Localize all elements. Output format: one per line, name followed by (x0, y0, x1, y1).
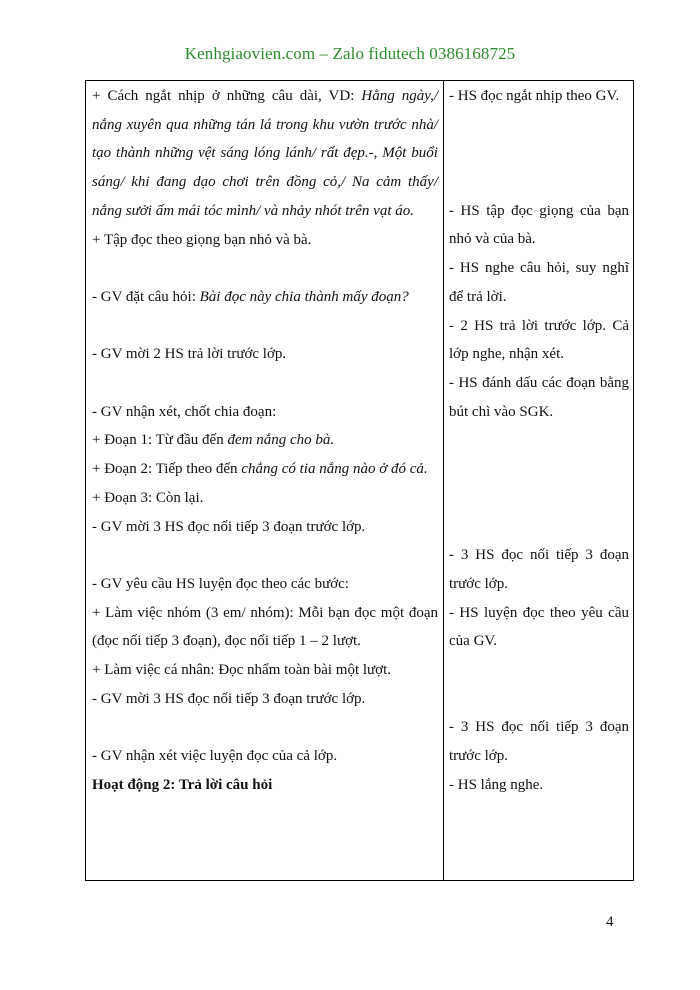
individual-work-item: + Làm việc cá nhân: Đọc nhẩm toàn bài một lượt. (92, 662, 392, 678)
question-text: Bài đọc này chia thành mấy đoạn? (199, 288, 409, 305)
paragraph-1-prefix: + Đoạn 1: Từ đầu đến (92, 432, 228, 449)
student-response-6: - 3 HS đọc nối tiếp 3 đoạn trước lớp. (449, 547, 629, 592)
read-aloud-again-item: - GV mời 3 HS đọc nối tiếp 3 đoạn trước lớp. (92, 690, 366, 707)
pause-rhythm-example-1: Hằng ngày,/ nắng xuyên qua những tán lá trong khu vườn trước nhà/ tạo thành những vệt sáng lóng lánh/ rất đẹp. (92, 88, 438, 162)
student-response-8: - 3 HS đọc nối tiếp 3 đoạn trước lớp. (449, 719, 629, 765)
student-response-9: - HS lắng nghe. (449, 776, 544, 793)
pause-rhythm-sep: -, (368, 145, 383, 162)
paragraph-2-item (92, 455, 438, 484)
voice-practice-item: + Tập đọc theo giọng bạn nhỏ và bà. (92, 231, 312, 248)
question-item (92, 283, 438, 312)
column-divider (443, 80, 444, 881)
paragraph-2-end: chẳng có tia nắng nào ở đó cả. (241, 461, 428, 478)
paragraph-3-item: + Đoạn 3: Còn lại. (92, 489, 204, 506)
page-header: Kenhgiaovien.com – Zalo fidutech 0386168725 (184, 44, 516, 63)
student-response-3: - HS nghe câu hỏi, suy nghĩ để trả lời. (449, 260, 629, 305)
group-work-item: + Làm việc nhóm (3 em/ nhóm): Mỗi bạn đọc một đoạn (đọc nối tiếp 3 đoạn), đọc nối tiếp 1 – 2 lượt. (92, 604, 438, 650)
pause-rhythm-example-2: Một buổi sáng/ khi đang dạo chơi trên đồng cỏ,/ Na cảm thấy/ nắng sưởi ấm mái tóc mình/ và nhảy nhót trên vạt áo. (92, 145, 438, 219)
student-response-2: - HS tập đọc giọng của bạn nhỏ và của bà. (449, 202, 629, 248)
activity-2-heading: Hoạt động 2: Trả lời câu hỏi (92, 776, 273, 793)
read-aloud-item: - GV mời 3 HS đọc nối tiếp 3 đoạn trước lớp. (92, 518, 366, 535)
teacher-feedback-item: - GV nhận xét việc luyện đọc của cả lớp. (92, 748, 338, 765)
student-response-7: - HS luyện đọc theo yêu cầu của GV. (449, 604, 629, 650)
student-response-4: - 2 HS trả lời trước lớp. Cả lớp nghe, nhận xét. (449, 317, 629, 363)
pause-rhythm-prefix: + Cách ngắt nhịp ở những câu dài, VD: (92, 88, 362, 104)
student-response-1: - HS đọc ngắt nhịp theo GV. (449, 88, 620, 104)
student-activities-column (449, 82, 629, 799)
page-number: 4 (606, 914, 614, 930)
invite-answer-item: - GV mời 2 HS trả lời trước lớp. (92, 346, 287, 363)
teacher-activities-column (92, 82, 438, 800)
pause-rhythm-item (92, 82, 438, 226)
question-prefix: - GV đặt câu hỏi: (92, 288, 200, 305)
paragraph-1-end: đem nắng cho bà. (227, 432, 335, 449)
practice-steps-item: - GV yêu cầu HS luyện đọc theo các bước: (92, 575, 349, 592)
paragraph-1-item (92, 426, 438, 455)
conclude-item: - GV nhận xét, chốt chia đoạn: (92, 403, 277, 420)
student-response-5: - HS đánh dấu các đoạn bằng bút chì vào SGK. (449, 374, 629, 420)
paragraph-2-prefix: + Đoạn 2: Tiếp theo đến (92, 461, 242, 478)
